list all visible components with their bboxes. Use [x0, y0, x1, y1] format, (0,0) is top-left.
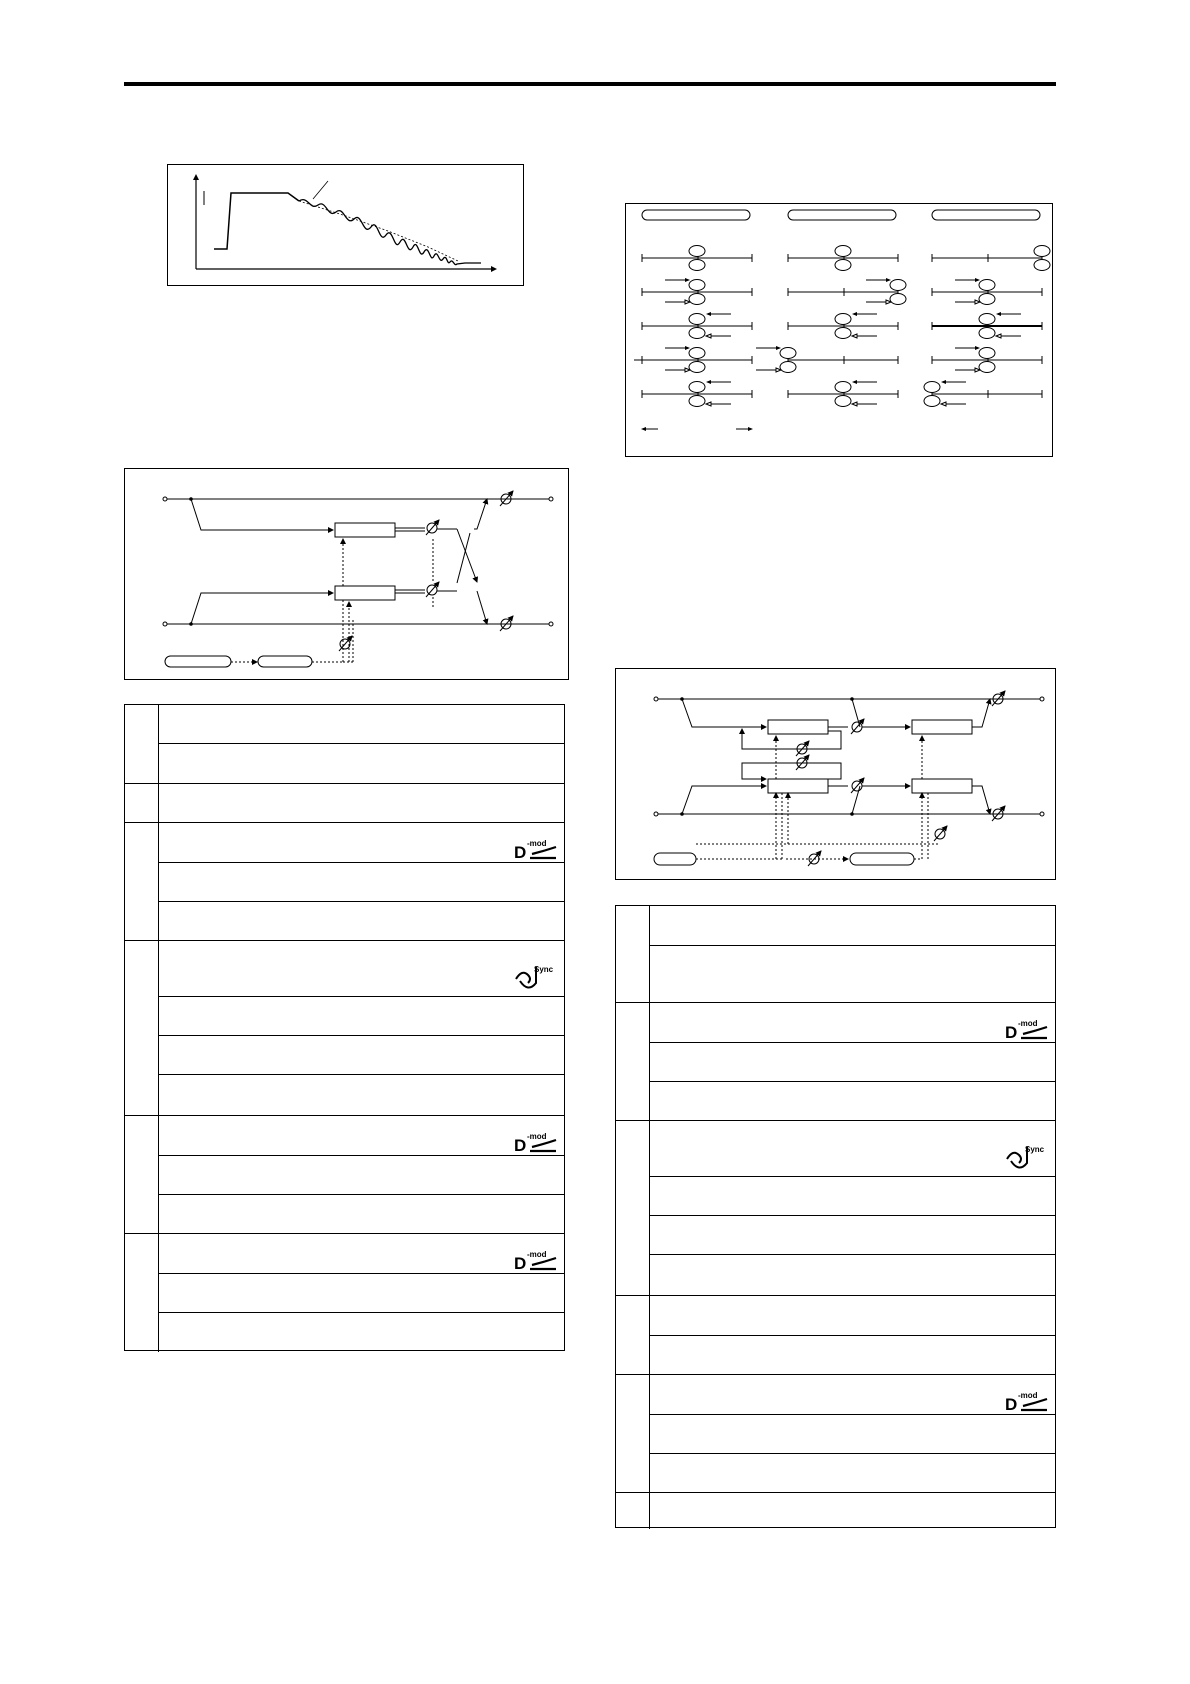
param-group-a — [125, 704, 564, 784]
param-group-label — [125, 823, 159, 941]
param-group-label — [125, 1116, 159, 1234]
block-diagram-left — [124, 468, 569, 680]
param-group-c — [125, 822, 564, 941]
block-diagram-right — [615, 668, 1056, 880]
param-group-label — [125, 941, 159, 1116]
param-group-d — [125, 940, 564, 1116]
param-group-label — [616, 905, 650, 1003]
param-group-c — [616, 1120, 1055, 1296]
param-group-label — [125, 784, 159, 823]
param-group-f — [125, 1233, 564, 1352]
pill-label — [932, 210, 1040, 220]
param-group-b — [616, 1002, 1055, 1121]
param-group-label — [125, 1234, 159, 1352]
dmod-icon: D -mod — [514, 1252, 558, 1272]
dmod-icon: D -mod — [1005, 1393, 1049, 1413]
param-group-label — [616, 1375, 650, 1493]
parameter-table-left — [124, 704, 565, 1351]
pill-label — [788, 210, 896, 220]
dmod-icon: D -mod — [1005, 1021, 1049, 1041]
param-group-label — [616, 1493, 650, 1529]
header-rule — [124, 82, 1056, 86]
param-group-b — [125, 783, 564, 823]
dmod-icon: D -mod — [514, 1134, 558, 1154]
param-group-e — [125, 1115, 564, 1234]
param-group-e — [616, 1374, 1055, 1493]
sync-icon: Sync — [1005, 1145, 1049, 1173]
param-group-d — [616, 1295, 1055, 1375]
envelope-graph — [167, 164, 524, 286]
param-group-f — [616, 1492, 1055, 1529]
param-group-label — [125, 704, 159, 784]
param-group-label — [616, 1121, 650, 1296]
param-group-a — [616, 905, 1055, 1003]
dmod-icon: D -mod — [514, 841, 558, 861]
pill-label — [642, 210, 750, 220]
param-group-label — [616, 1296, 650, 1375]
param-group-label — [616, 1003, 650, 1121]
direction-grid-diagram — [625, 203, 1053, 457]
sync-icon: Sync — [514, 965, 558, 993]
parameter-table-right — [615, 905, 1056, 1528]
